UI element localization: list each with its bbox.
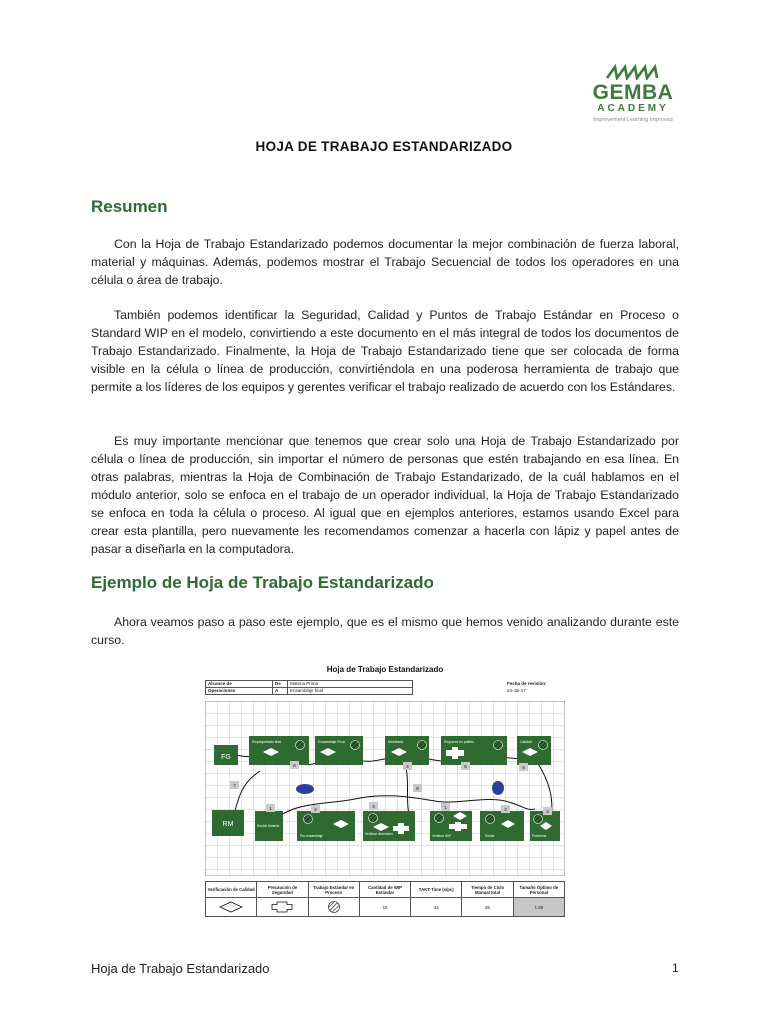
legend-header: Tamaño Óptimo de Personal bbox=[513, 882, 564, 898]
svg-text:4: 4 bbox=[406, 764, 409, 769]
paragraph: También podemos identificar la Seguridad, Calidad y Puntos de Trabajo Estándar en Proceso o Standard WIP en el modelo, convirtiendo a este documento en el más integral de todos los documentos de Trabajo Estandarizado. Finalmente, la Hoja de Trabajo Estandarizado tiene que ser colocada de forma visible en la célula o línea de producción, convirtiéndola en una poderosa herramienta de trabajo que permite a los líderes de los equipos y gerentes verificar el trabajo realizado de acuerdo con los Estándares. bbox=[91, 308, 679, 394]
station-empacar-en-pallets bbox=[441, 736, 507, 765]
logo-name: GEMBA bbox=[592, 81, 674, 104]
logo-subtitle: ACADEMY bbox=[597, 103, 669, 114]
safety-caution-symbol bbox=[257, 898, 308, 917]
station-calidad bbox=[517, 736, 551, 765]
legend-header: Cantidad de WIP Estándar bbox=[359, 882, 410, 898]
a-label: A bbox=[273, 688, 288, 695]
svg-text:Recibir Materia: Recibir Materia bbox=[257, 824, 280, 828]
svg-text:Soldar: Soldar bbox=[485, 834, 495, 838]
figure-title: Hoja de Trabajo Estandarizado bbox=[326, 665, 444, 674]
legend-header: Tiempo de Ciclo Manual total bbox=[462, 882, 513, 898]
de-label: De bbox=[273, 681, 288, 688]
station-pre-ensamblaje bbox=[297, 811, 355, 841]
station-recibir-materia bbox=[255, 811, 283, 841]
logo-waves-icon bbox=[605, 64, 661, 80]
section-heading-ejemplo: Ejemplo de Hoja de Trabajo Estandarizado bbox=[91, 573, 434, 592]
svg-text:Verificar dimensión: Verificar dimensión bbox=[365, 832, 393, 836]
standard-work-sheet-figure bbox=[205, 663, 565, 918]
legend-header: Verificación de Calidad bbox=[206, 882, 257, 898]
legend-header: Precaución de Seguridad bbox=[257, 882, 308, 898]
svg-text:Calidad: Calidad bbox=[520, 740, 532, 744]
revision-date-value: 24-Jul-17 bbox=[507, 688, 526, 693]
station-ensamblaje-final bbox=[315, 736, 363, 765]
standard-wip-symbol bbox=[308, 898, 359, 917]
svg-text:Verificar WIP: Verificar WIP bbox=[432, 834, 452, 838]
svg-text:Empacar en pallets: Empacar en pallets bbox=[444, 740, 474, 744]
svg-text:Pulverizar: Pulverizar bbox=[532, 834, 547, 838]
document-title: HOJA DE TRABAJO ESTANDARIZADO bbox=[255, 139, 513, 154]
svg-text:4: 4 bbox=[522, 765, 525, 770]
svg-text:Ensamblaje Final: Ensamblaje Final bbox=[318, 740, 345, 744]
figure-header-table bbox=[205, 680, 413, 695]
svg-text:3: 3 bbox=[546, 809, 549, 814]
figure-legend-table bbox=[205, 881, 565, 917]
paragraph: Ahora veamos paso a paso este ejemplo, que es el mismo que hemos venido analizando durante este curso. bbox=[91, 615, 679, 647]
station-pulverizar bbox=[530, 811, 560, 841]
wip-quantity-value: 10 bbox=[359, 898, 410, 917]
section-heading-resumen: Resumen bbox=[91, 197, 168, 216]
standard-wip-marker bbox=[492, 781, 504, 795]
svg-text:7: 7 bbox=[233, 783, 236, 788]
svg-text:8: 8 bbox=[416, 786, 419, 791]
rm-label: RM bbox=[222, 821, 234, 828]
svg-text:2: 2 bbox=[314, 807, 317, 812]
gemba-academy-logo bbox=[586, 64, 680, 126]
logo-tagline: Improvement Learning Improved bbox=[593, 117, 673, 123]
station-soldar bbox=[480, 811, 524, 841]
alcance-label: Alcance de bbox=[206, 681, 273, 688]
station-moldeado bbox=[385, 736, 429, 765]
a-value: Ensamblaje final bbox=[288, 688, 413, 695]
takt-time-value: 43 bbox=[411, 898, 462, 917]
staff-size-value: 1.98 bbox=[513, 898, 564, 917]
paragraph: Es muy importante mencionar que tenemos que crear solo una Hoja de Trabajo Estandarizado por célula o línea de producción, sin importar el número de personas que estén trabajando en esa línea. En otras palabras, mientras la Hoja de Combinación de Trabajo Estandarizado, de la cuál hablamos en el módulo anterior, solo se enfoca en el trabajo de un operador individual, la Hoja de Trabajo Estandarizado se enfoca en toda la célula o proceso. Al igual que en ejemplos anteriores, estamos usando Excel para crear esta plantilla, pero nuevamente les recomendamos comenzar a hacerla con lápiz y papel antes de pasar a diseñarla en la computadora. bbox=[91, 434, 679, 556]
fg-label: FG bbox=[221, 754, 231, 761]
svg-text:Moldeado: Moldeado bbox=[388, 740, 404, 744]
de-value: Materia Prima bbox=[288, 681, 413, 688]
standard-wip-marker bbox=[296, 784, 314, 794]
svg-text:Pre-ensamblaje: Pre-ensamblaje bbox=[300, 834, 324, 838]
station-empaquetado-final bbox=[249, 736, 309, 765]
revision-date-label: Fecha de revisión: bbox=[507, 681, 547, 686]
operaciones-label: Operaciones bbox=[206, 688, 273, 695]
paragraph: Con la Hoja de Trabajo Estandarizado podemos documentar la mejor combinación de fuerza laboral, material y máquinas. Además, podemos mostrar el Trabajo Secuencial de todos los operadores en una célula o área de trabajo. bbox=[91, 237, 679, 287]
legend-header: Trabajo Estándar en Proceso bbox=[308, 882, 359, 898]
page-number: 1 bbox=[672, 961, 679, 975]
legend-header: TAKT Time (s/pc) bbox=[411, 882, 462, 898]
svg-text:3: 3 bbox=[372, 804, 375, 809]
cycle-time-value: 85 bbox=[462, 898, 513, 917]
svg-text:6: 6 bbox=[293, 763, 296, 768]
svg-text:2: 2 bbox=[504, 807, 507, 812]
svg-text:5: 5 bbox=[464, 764, 467, 769]
layout-grid bbox=[205, 701, 565, 876]
station-verificar-wip bbox=[430, 811, 472, 841]
footer-label: Hoja de Trabajo Estandarizado bbox=[91, 961, 270, 976]
svg-text:Empaquetado final: Empaquetado final bbox=[252, 740, 282, 744]
quality-check-symbol bbox=[206, 898, 257, 917]
station-verificar-dimension bbox=[363, 811, 415, 841]
svg-text:1: 1 bbox=[269, 806, 272, 811]
svg-text:1: 1 bbox=[444, 805, 447, 810]
